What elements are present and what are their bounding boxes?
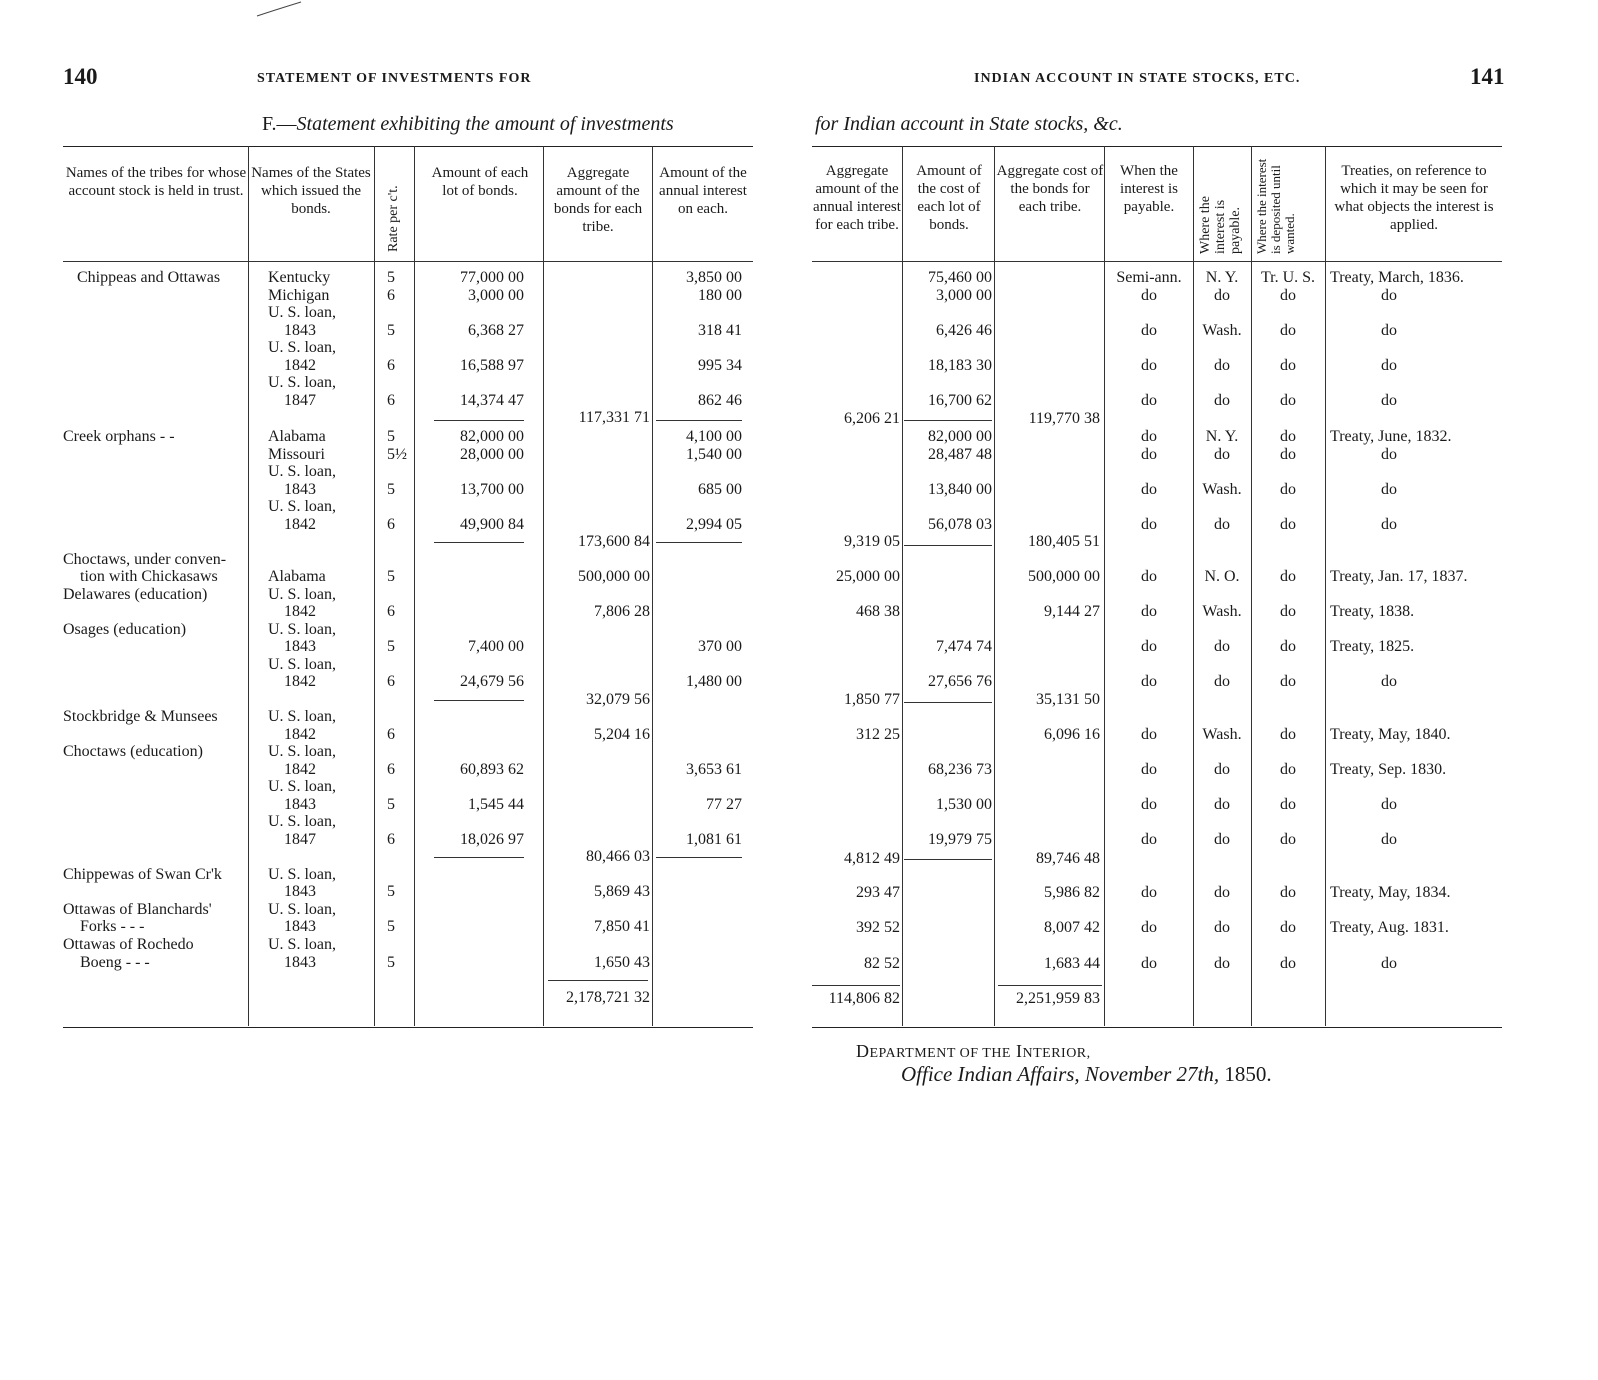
header-annual-interest: Amount of the annual interest on each. [659,165,747,217]
right-col-divider [1104,146,1105,1026]
aggregate-bonds: 1,650 43 [594,954,650,971]
annual-interest: 862 46 [698,392,742,409]
rate: 5 [387,638,395,655]
left-col-divider [248,146,249,1026]
where-deposited: do [1280,673,1296,690]
state-name: U. S. loan, [268,778,336,795]
left-col-divider [414,146,415,1026]
office-dateline [901,1062,1272,1087]
department-signature [856,1041,1091,1062]
cost-each-lot: 13,840 00 [928,481,992,498]
annual-interest: 685 00 [698,481,742,498]
office-italic: Office Indian Affairs, November 27th, [901,1062,1220,1086]
when-payable: do [1141,919,1157,936]
state-name: U. S. loan, [268,813,336,830]
rate: 5 [387,269,395,286]
when-payable: do [1141,603,1157,620]
left-table-top-rule [63,146,753,147]
aggregate-annual-interest: 293 47 [856,884,900,901]
where-payable: do [1214,955,1230,972]
aggregate-cost: 1,683 44 [1044,955,1100,972]
when-payable: do [1141,446,1157,463]
right-page-number: 141 [1470,64,1505,89]
cost-each-lot: 68,236 73 [928,761,992,778]
state-name: 1842 [284,673,316,690]
aggregate-cost: 119,770 38 [1028,410,1100,427]
aggregate-bonds: 500,000 00 [578,568,650,585]
treaty-reference: do [1381,392,1397,409]
aggregate-bonds: 5,869 43 [594,883,650,900]
where-payable: do [1214,761,1230,778]
where-payable: do [1214,516,1230,533]
amount-each-lot: 82,000 00 [460,428,524,445]
grand-total-rule [998,985,1102,986]
annual-interest: 3,850 00 [686,269,742,286]
state-name: U. S. loan, [268,743,336,760]
state-name: Kentucky [268,269,331,286]
state-name: 1843 [284,322,316,339]
treaty-reference: do [1381,673,1397,690]
rate: 5 [387,481,395,498]
subtotal-rule [656,420,742,421]
annual-interest: 318 41 [698,322,742,339]
amount-each-lot: 16,588 97 [460,357,524,374]
amount-each-lot: 1,545 44 [468,796,524,813]
state-name: 1842 [284,357,316,374]
tribe-name: Ottawas of Blanchards' [63,901,212,918]
aggregate-annual-interest: 9,319 05 [844,533,900,550]
aggregate-cost: 500,000 00 [1028,568,1100,585]
aggregate-bonds: 7,806 28 [594,603,650,620]
where-deposited: do [1280,481,1296,498]
amount-each-lot: 3,000 00 [468,287,524,304]
state-name: U. S. loan, [268,339,336,356]
header-rate: Rate per c't. [386,185,401,252]
where-payable: Wash. [1202,481,1242,498]
where-payable: N. Y. [1205,269,1239,286]
subtotal-rule [434,542,524,543]
aggregate-annual-interest: 6,206 21 [844,410,900,427]
left-col-divider [374,146,375,1026]
aggregate-annual-interest: 392 52 [856,919,900,936]
state-name: U. S. loan, [268,866,336,883]
cost-each-lot: 27,656 76 [928,673,992,690]
state-name: Alabama [268,428,326,445]
tribe-name: Boeng - - - [80,954,150,971]
when-payable: do [1141,516,1157,533]
cost-each-lot: 6,426 46 [936,322,992,339]
tribe-name: Creek orphans - - [63,428,175,445]
aggregate-bonds: 80,466 03 [586,848,650,865]
header-where-deposited [1255,152,1297,254]
rate: 6 [387,673,395,690]
subtotal-rule [904,702,992,703]
state-name: 1843 [284,883,316,900]
where-payable: do [1214,796,1230,813]
annual-interest: 3,653 61 [686,761,742,778]
header-tribes: Names of the tribes for whose account stock is held in trust. [65,165,247,199]
rate: 5 [387,954,395,971]
state-name: U. S. loan, [268,708,336,725]
amount-each-lot: 28,000 00 [460,446,524,463]
when-payable: do [1141,481,1157,498]
state-name: U. S. loan, [268,936,336,953]
where-payable: N. Y. [1205,428,1239,445]
when-payable: do [1141,428,1157,445]
where-deposited: do [1280,796,1296,813]
where-deposited: do [1280,446,1296,463]
rate: 6 [387,287,395,304]
when-payable: do [1141,726,1157,743]
rate: 5 [387,918,395,935]
office-year: 1850. [1219,1062,1272,1086]
where-deposited: do [1280,357,1296,374]
treaty-reference: do [1381,287,1397,304]
rate: 5 [387,883,395,900]
where-payable: do [1214,831,1230,848]
treaty-reference: do [1381,796,1397,813]
when-payable: do [1141,761,1157,778]
header-where-payable-text: Where the interest is payable. [1198,196,1243,254]
right-col-divider [902,146,903,1026]
rate: 5 [387,322,395,339]
right-col-divider [1325,146,1326,1026]
when-payable: do [1141,568,1157,585]
left-running-head: STATEMENT OF INVESTMENTS FOR [257,71,532,86]
aggregate-cost: 89,746 48 [1036,850,1100,867]
aggregate-annual-interest: 4,812 49 [844,850,900,867]
dept-rest-2: NTERIOR, [1022,1046,1091,1061]
treaty-reference: do [1381,357,1397,374]
where-deposited: do [1280,322,1296,339]
where-payable: do [1214,673,1230,690]
where-payable: do [1214,919,1230,936]
when-payable: Semi-ann. [1116,269,1182,286]
aggregate-bonds: 2,178,721 32 [566,989,650,1006]
state-name: 1843 [284,954,316,971]
rate: 6 [387,761,395,778]
rate: 5 [387,796,395,813]
where-deposited: do [1280,831,1296,848]
right-table-top-rule [812,146,1502,147]
subtotal-rule [656,857,742,858]
where-deposited: do [1280,638,1296,655]
state-name: U. S. loan, [268,374,336,391]
subtotal-rule [904,420,992,421]
dept-rest: EPARTMENT OF THE [869,1046,1011,1061]
aggregate-cost: 180,405 51 [1028,533,1100,550]
when-payable: do [1141,831,1157,848]
where-payable: do [1214,638,1230,655]
treaty-reference: Treaty, March, 1836. [1330,269,1464,286]
amount-each-lot: 7,400 00 [468,638,524,655]
state-name: Missouri [268,446,325,463]
header-amount-each: Amount of each lot of bonds. [431,165,529,199]
state-name: 1842 [284,603,316,620]
where-deposited: do [1280,884,1296,901]
state-name: U. S. loan, [268,901,336,918]
state-name: 1843 [284,918,316,935]
header-states: Names of the States which issued the bonds. [251,165,371,217]
where-payable: do [1214,287,1230,304]
where-payable: Wash. [1202,603,1242,620]
tribe-name: Stockbridge & Munsees [63,708,218,725]
aggregate-annual-interest: 468 38 [856,603,900,620]
treaty-reference: Treaty, June, 1832. [1330,428,1452,445]
rate: 5 [387,428,395,445]
rate: 5½ [387,446,407,463]
subtotal-rule [904,545,992,546]
cost-each-lot: 82,000 00 [928,428,992,445]
state-name: 1842 [284,761,316,778]
cost-each-lot: 16,700 62 [928,392,992,409]
left-page-number: 140 [63,64,98,89]
amount-each-lot: 24,679 56 [460,673,524,690]
cost-each-lot: 19,979 75 [928,831,992,848]
tribe-name: Delawares (education) [63,586,208,603]
state-name: 1847 [284,831,316,848]
when-payable: do [1141,884,1157,901]
when-payable: do [1141,796,1157,813]
pen-mark [255,0,305,20]
where-payable: do [1214,446,1230,463]
where-deposited: do [1280,392,1296,409]
treaty-reference: Treaty, May, 1834. [1330,884,1451,901]
left-header-bottom-rule [63,261,753,262]
treaty-reference: Treaty, 1838. [1330,603,1415,620]
grand-total-rule [548,980,648,981]
right-col-divider [994,146,995,1026]
annual-interest: 1,480 00 [686,673,742,690]
where-payable: do [1214,392,1230,409]
aggregate-annual-interest: 114,806 82 [828,990,900,1007]
rate: 6 [387,831,395,848]
header-agg-interest: Aggregate amount of the annual interest for each tribe. [813,163,901,233]
when-payable: do [1141,638,1157,655]
state-name: 1843 [284,638,316,655]
where-deposited: do [1280,919,1296,936]
state-name: 1843 [284,796,316,813]
aggregate-bonds: 117,331 71 [578,409,650,426]
right-running-head: INDIAN ACCOUNT IN STATE STOCKS, ETC. [974,71,1301,86]
left-col-divider [652,146,653,1026]
caption-italic-left: Statement exhibiting the amount of investments [296,113,674,135]
aggregate-cost: 2,251,959 83 [1016,990,1100,1007]
state-name: U. S. loan, [268,586,336,603]
subtotal-rule [434,857,524,858]
right-header-bottom-rule [812,261,1502,262]
state-name: Alabama [268,568,326,585]
dept-initial: D [856,1041,870,1061]
header-where-deposited-text: Where the interest is deposited until wanted. [1254,158,1297,254]
tribe-name: Forks - - - [80,918,145,935]
treaty-reference: do [1381,516,1397,533]
cost-each-lot: 18,183 30 [928,357,992,374]
treaty-reference: do [1381,322,1397,339]
cost-each-lot: 7,474 74 [936,638,992,655]
rate: 6 [387,726,395,743]
header-agg-cost: Aggregate cost of the bonds for each tribe. [996,163,1104,215]
state-name: 1843 [284,481,316,498]
aggregate-cost: 6,096 16 [1044,726,1100,743]
caption-prefix: F.— [262,113,297,135]
annual-interest: 1,081 61 [686,831,742,848]
aggregate-annual-interest: 312 25 [856,726,900,743]
aggregate-bonds: 7,850 41 [594,918,650,935]
when-payable: do [1141,287,1157,304]
amount-each-lot: 49,900 84 [460,516,524,533]
cost-each-lot: 75,460 00 [928,269,992,286]
treaty-reference: do [1381,481,1397,498]
where-deposited: do [1280,761,1296,778]
tribe-name: Choctaws, under conven- [63,551,227,568]
aggregate-cost: 35,131 50 [1036,691,1100,708]
state-name: U. S. loan, [268,463,336,480]
subtotal-rule [434,700,524,701]
grand-total-rule [812,985,900,986]
left-table-bottom-rule [63,1027,753,1028]
aggregate-cost: 8,007 42 [1044,919,1100,936]
rate: 6 [387,603,395,620]
treaty-reference: Treaty, Sep. 1830. [1330,761,1447,778]
where-deposited: do [1280,428,1296,445]
where-payable: Wash. [1202,726,1242,743]
annual-interest: 370 00 [698,638,742,655]
aggregate-bonds: 5,204 16 [594,726,650,743]
tribe-name: tion with Chickasaws [80,568,218,585]
subtotal-rule [656,542,742,543]
rate: 5 [387,568,395,585]
header-treaties: Treaties, on reference to which it may be seen for what objects the interest is applied. [1334,163,1494,233]
aggregate-bonds: 173,600 84 [578,533,650,550]
amount-each-lot: 6,368 27 [468,322,524,339]
treaty-reference: Treaty, 1825. [1330,638,1415,655]
aggregate-bonds: 32,079 56 [586,691,650,708]
cost-each-lot: 1,530 00 [936,796,992,813]
header-when-payable: When the interest is payable. [1120,163,1178,215]
header-cost-each: Amount of the cost of each lot of bonds. [916,163,982,233]
where-deposited: do [1280,955,1296,972]
where-deposited: do [1280,603,1296,620]
state-name: U. S. loan, [268,304,336,321]
state-name: U. S. loan, [268,656,336,673]
when-payable: do [1141,392,1157,409]
treaty-reference: Treaty, May, 1840. [1330,726,1451,743]
annual-interest: 2,994 05 [686,516,742,533]
where-deposited: do [1280,726,1296,743]
left-caption [262,113,674,136]
state-name: Michigan [268,287,330,304]
tribe-name: Ottawas of Rochedo [63,936,194,953]
where-deposited: do [1280,516,1296,533]
header-where-payable [1198,154,1243,254]
amount-each-lot: 77,000 00 [460,269,524,286]
amount-each-lot: 13,700 00 [460,481,524,498]
annual-interest: 180 00 [698,287,742,304]
treaty-reference: Treaty, Jan. 17, 1837. [1330,568,1468,585]
state-name: 1847 [284,392,316,409]
when-payable: do [1141,955,1157,972]
when-payable: do [1141,357,1157,374]
header-aggregate-bonds: Aggregate amount of the bonds for each tribe. [553,165,643,235]
state-name: 1842 [284,516,316,533]
where-deposited: do [1280,568,1296,585]
aggregate-annual-interest: 25,000 00 [836,568,900,585]
state-name: 1842 [284,726,316,743]
right-table-bottom-rule [812,1027,1502,1028]
where-deposited: do [1280,287,1296,304]
amount-each-lot: 18,026 97 [460,831,524,848]
state-name: U. S. loan, [268,621,336,638]
aggregate-cost: 9,144 27 [1044,603,1100,620]
annual-interest: 4,100 00 [686,428,742,445]
tribe-name: Choctaws (education) [63,743,203,760]
amount-each-lot: 14,374 47 [460,392,524,409]
rate: 6 [387,357,395,374]
treaty-reference: do [1381,446,1397,463]
state-name: U. S. loan, [268,498,336,515]
cost-each-lot: 28,487 48 [928,446,992,463]
annual-interest: 995 34 [698,357,742,374]
where-deposited: Tr. U. S. [1260,269,1316,286]
where-payable: Wash. [1202,322,1242,339]
annual-interest: 1,540 00 [686,446,742,463]
tribe-name: Chippewas of Swan Cr'k [63,866,222,883]
treaty-reference: Treaty, Aug. 1831. [1330,919,1449,936]
when-payable: do [1141,673,1157,690]
rate: 6 [387,392,395,409]
aggregate-cost: 5,986 82 [1044,884,1100,901]
cost-each-lot: 56,078 03 [928,516,992,533]
dept-initial-2: I [1010,1041,1023,1061]
amount-each-lot: 60,893 62 [460,761,524,778]
when-payable: do [1141,322,1157,339]
cost-each-lot: 3,000 00 [936,287,992,304]
treaty-reference: do [1381,955,1397,972]
aggregate-annual-interest: 1,850 77 [844,691,900,708]
rate: 6 [387,516,395,533]
tribe-name: Osages (education) [63,621,187,638]
tribe-name: Chippeas and Ottawas [77,269,221,286]
where-payable: do [1214,357,1230,374]
where-payable: do [1214,884,1230,901]
subtotal-rule [434,420,524,421]
where-payable: N. O. [1204,568,1240,585]
subtotal-rule [904,859,992,860]
aggregate-annual-interest: 82 52 [864,955,900,972]
annual-interest: 77 27 [706,796,742,813]
treaty-reference: do [1381,831,1397,848]
right-caption: for Indian account in State stocks, &c. [815,113,1123,135]
